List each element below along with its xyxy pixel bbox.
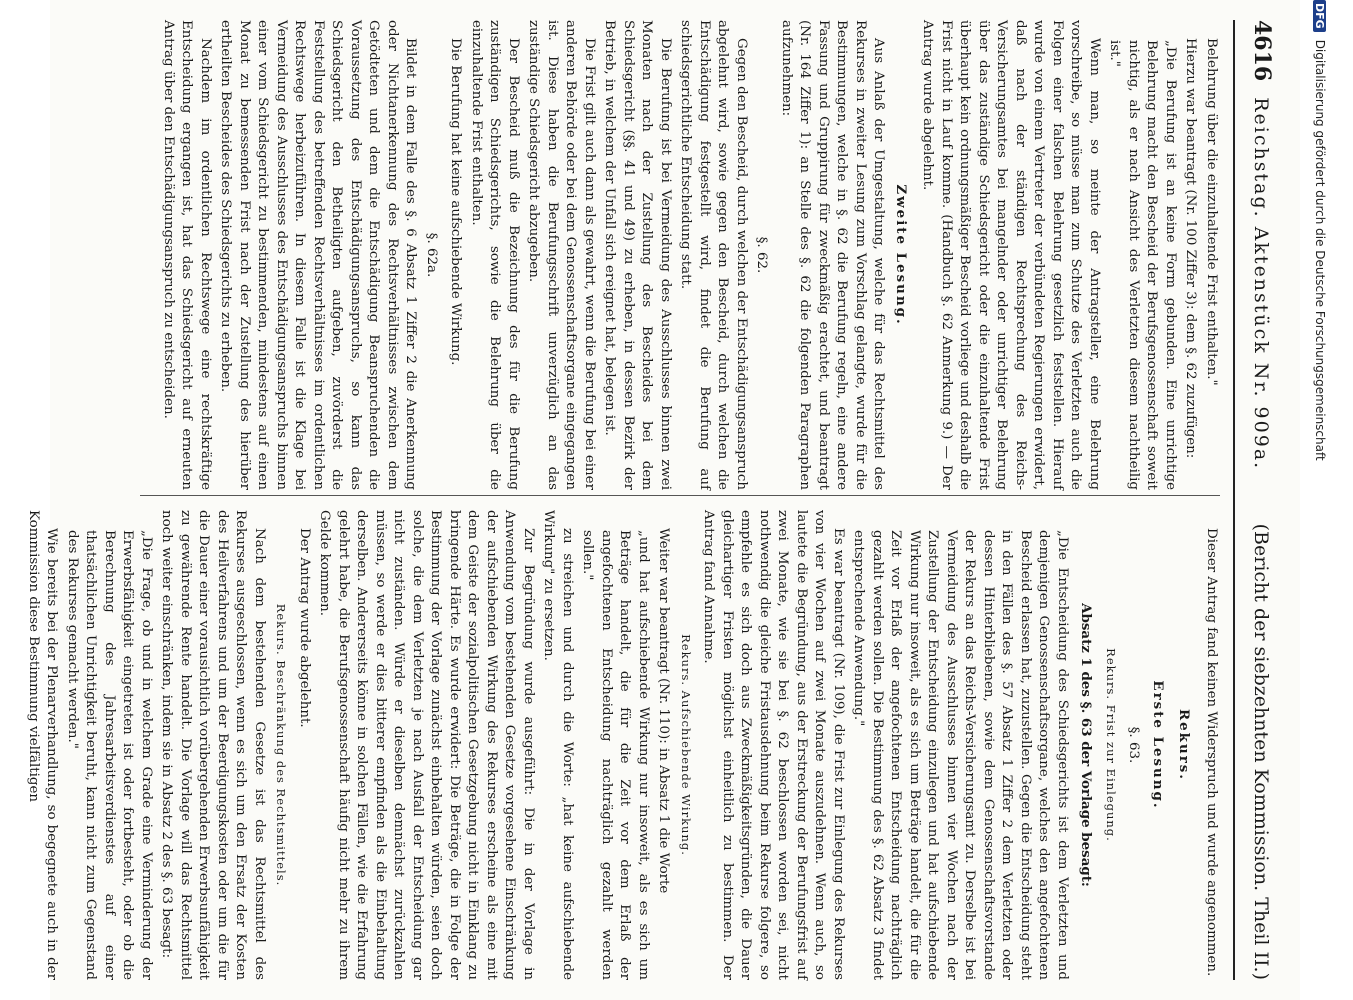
paragraph: Belehrung über die einzuhaltende Frist enthalten." [1204, 38, 1219, 386]
quote: Der Bescheid muß die Bezeichnung des für die Berufung zuständigen Schiedsgerichts, sowie die Belehrung über die einzuhaltende Frist enthalten. [469, 20, 521, 490]
page-header [1233, 20, 1275, 980]
digitization-credit [1310, 0, 1330, 1000]
page-subtitle: (Bericht der siebzehnten Kommission. Theil II.) [1250, 523, 1272, 980]
quote: Nachdem im ordentlichen Rechtswege eine rechtskräftige Entscheidung ergangen ist, hat das Schiedsgericht auf erneuten Antrag über den Entschädigungsanspruch zu entscheiden. [161, 20, 213, 490]
paragraph: Dieser Antrag fand keinen Widerspruch und wurde angenommen. [1204, 528, 1219, 977]
paragraph: zu streichen und durch die Worte: „hat keine aufschiebende Wirkung" zu ersetzen. [541, 510, 575, 980]
quote: „und hat aufschiebende Wirkung nur insoweit, als es sich um Beträge handelt, die für die Zeit vor dem Erlaß der angefochtenen Entscheidung nachträglich gezahlt werden sollen." [580, 530, 651, 980]
left-column [157, 20, 1221, 490]
section-heading: Rekurs. [1176, 709, 1193, 781]
page-number: 4616 [1249, 20, 1275, 82]
paragraph: Nach dem bestehenden Gesetze ist das Rechtsmittel des Rekurses ausgeschlossen, wenn es sich um den Ersatz der Kosten des Heilverfahrens und um der Beerdigungskosten oder um die für die Dauer einer vorausichtlich vorübergehenden Erwerbsunfähigkeit zu gewährende Rente handelt. Die Vorlage will das Rechtsmittel noch weiter einschränken, indem sie in Absatz 2 des §. 63 besagt: [159, 510, 267, 980]
side-note: Rekurs. Beschränkung des Rechtsmittels. [274, 603, 289, 887]
quote: Die Berufung ist bei Vermeidung des Ausschlusses binnen zwei Monaten nach der Zustellung des Bescheides bei dem Schiedsgericht (§§. 41 und 49) zu erheben, in dessen Bezirk der Betrieb, in welchem der Unfall sich ereignet hat, belegen ist. [602, 20, 673, 490]
paragraph: Weiter war beantragt (Nr. 110): in Absatz 1 die Worte [656, 528, 672, 894]
dfg-logo: DFG [1314, 0, 1327, 32]
quote: Die Frist gilt auch dann als gewahrt, wenn die Berufung bei einer anderen Behörde oder bei dem Genossenschaftsorgane eingegangen ist. Diese haben die Berufungsschrift unverzüglich an das zuständige Schiedsgericht abzugeben. [526, 20, 597, 490]
page-title: Reichstag. Aktenstück Nr. 909a. [1250, 97, 1272, 471]
scanned-page [26, 0, 1300, 1000]
quote: „Die Berufung ist an keine Form gebunden. Eine unrichtige Belehrung macht den Bescheid der Berufsgenossenschaft soweit nichtig, als er nach Ansicht des Verletzten diesem nachtheilig ist." [1107, 40, 1178, 490]
right-column [22, 510, 1221, 980]
credit-text: Digitalisierung gefördert durch die Deutsche Forschungsgemeinschaft [1313, 39, 1327, 461]
quote: „Die Frage, ob und in welchem Grade eine Verminderung der Erwerbsfähigkeit eingetreten ist oder fortbesteht, oder ob die Berechnung des Jahresarbeitsverdienstes auf einer thatsächlichen Unrichtigkeit beruht, kann nicht zum Gegenstand des Rekurses gemacht werden." [65, 530, 154, 980]
bold-line: Absatz 1 des §. 63 der Vorlage besagt: [1078, 603, 1095, 887]
quote: Gegen den Bescheid, durch welchen der Entschädigungsanspruch abgelehnt wird, sowie gegen den Bescheid, durch welchen die Entschädigung festgestellt wird, findet die Berufung auf schiedsgerichtliche Entscheidung statt. [678, 20, 749, 490]
side-note: Rekurs. Aufschiebende Wirkung. [679, 634, 693, 856]
paragraph: Der Antrag wurde abgelehnt. [297, 528, 312, 728]
paragraph: Hierzu war beantragt (Nr. 100 Ziffer 3): dem §. 62 zuzufügen: [1183, 38, 1199, 459]
paragraph-number: §. 62. [754, 236, 770, 274]
paragraph: Zur Begründung wurde ausgeführt: Die in der Vorlage in Anwendung vom bestehenden Gesetze vorgesehene Einschränkung der aufschiebenden Wirkung des Rekurses erscheine als eine mit dem Geiste der sozialpolitischen Gesetzgebung nicht in Einklang zu bringende Härte. Es wurde erwidert: Die Beträge, die in Folge der Bestimmung der Vorlage zunächst einbehalten würden, seien doch solche, die dem Verletzten je nach Ausfall der Entscheidung gar nicht zuständen. Würde er dieselben demnächst zurückzahlen müssen, so werde er dies bitterer empfinden als die Einbehaltung derselben. Andererseits könne in solchen Fällen, wie die Erfahrung gelehrt habe, die Berufsgenossenschaft häufig nicht mehr zu ihrem Gelde kommen. [317, 510, 536, 980]
paragraph: Wie bereits bei der Plenarverhandlung, so begegnete auch in der Kommission diese Bestimmung vielfältigen [26, 510, 60, 980]
paragraph: Wenn man, so meinte der Antragsteller, eine Belehrung vorschreibe, so müsse man zum Schutze des Verletzten auch die Folgen einer falschen Belehrung gesetzlich feststellen. Hierauf wurde von einem Vertreter der verbündeten Regierungen erwidert, daß nach der ständigen Rechtsprechung des Reichs-Versicherungsamtes bei mangelnder oder unrichtiger Belehrung über das zuständige Schiedsgericht oder die einzuhaltende Frist überhaupt kein ordnungsmäßiger Bescheid vorliege und deshalb die Frist nicht in Lauf komme. (Handbuch §. 62 Anmerkung 9.) — Der Antrag wurde abgelehnt. [920, 20, 1102, 490]
section-heading: Erste Lesung. [1150, 680, 1166, 810]
quote: Bildet in dem Falle des §. 6 Absatz 1 Ziffer 2 die Anerkennung oder Nichtanerkennung des Rechtsverhältnisses zwischen dem Getödteten und dem die Entschädigung Beanspruchenden die Voraussetzung des Entschädigungsanspruchs, so kann das Schiedsgericht den Betheiligten aufgeben, zuvörderst die Feststellung des betreffenden Rechtsverhältnisses im ordentlichen Rechtswege herbeizuführen. In diesem Falle ist die Klage bei Vermeidung des Ausschlusses des Entschädigungsanspruchs binnen einer vom Schiedsgericht zu bestimmenden, mindestens auf einen Monat zu bemessenden Frist nach der Zustellung des hierüber ertheilten Bescheides des Schiedsgerichts zu erheben. [218, 20, 419, 490]
quote: „Die Entscheidung des Schiedsgerichts ist dem Verletzten und demjenigen Genossenschaftsorgane, welches den angefochtenen Bescheid erlassen hat, zuzustellen. Gegen die Entscheidung steht in den Fällen des §. 57 Absatz 1 Ziffer 2 dem Verletzten oder dessen Hinterbliebenen, sowie dem Genossenschaftsvorstande der Rekurs an das Reichs-Versicherungsamt zu. Derselbe ist bei Vermeidung des Ausschlusses binnen vier Wochen nach der Zustellung der Entscheidung einzulegen und hat aufschiebende Wirkung nur insoweit, als es sich um Beträge handelt, die für die Zeit vor Erlaß der angefochtenen Entscheidung nachträglich gezahlt werden sollen. Die Bestimmung des §. 62 Absatz 3 findet entsprechende Anwendung." [851, 530, 1070, 980]
paragraph: Es war beantragt (Nr. 109), die Frist zur Einlegung des Rekurses von vier Wochen auf zwei Monate auszudehnen. Wenn auch, so lautete die Begründung, aus der Erstreckung der Berufungsfrist auf zwei Monate, wie sie bei §. 62 beschlossen worden sei, nicht nothwendig die gleiche Fristausdehnung beim Rekurse folgere, so empfehle es sich doch aus Zweckmäßigkeitsgründen, die Dauer gleichartiger Fristen möglichst einheitlich zu bestimmen. Der Antrag fand Annahme. [701, 510, 846, 980]
paragraph-number: §. 62a. [424, 232, 439, 278]
paragraph: Aus Anlaß der Umgestaltung, welche für das Rechtsmittel des Rekurses in zweiter Lesung zum Vorschlag gelangte, wurde für die Bestimmungen, welche in §. 62 die Berufung regeln, eine andere Fassung und Gruppirung für zweckmäßig erachtet, und beantragt (Nr. 164 Ziffer 1): an Stelle des §. 62 die folgenden Paragraphen aufzunehmen: [779, 20, 887, 490]
paragraph-number: §. 63. [1126, 726, 1142, 764]
section-heading: Zweite Lesung. [893, 184, 909, 326]
column-divider [140, 495, 1220, 496]
side-note: Rekurs. Frist zur Einlegung. [1104, 648, 1118, 842]
quote: Die Berufung hat keine aufschiebende Wirkung. [448, 38, 464, 366]
